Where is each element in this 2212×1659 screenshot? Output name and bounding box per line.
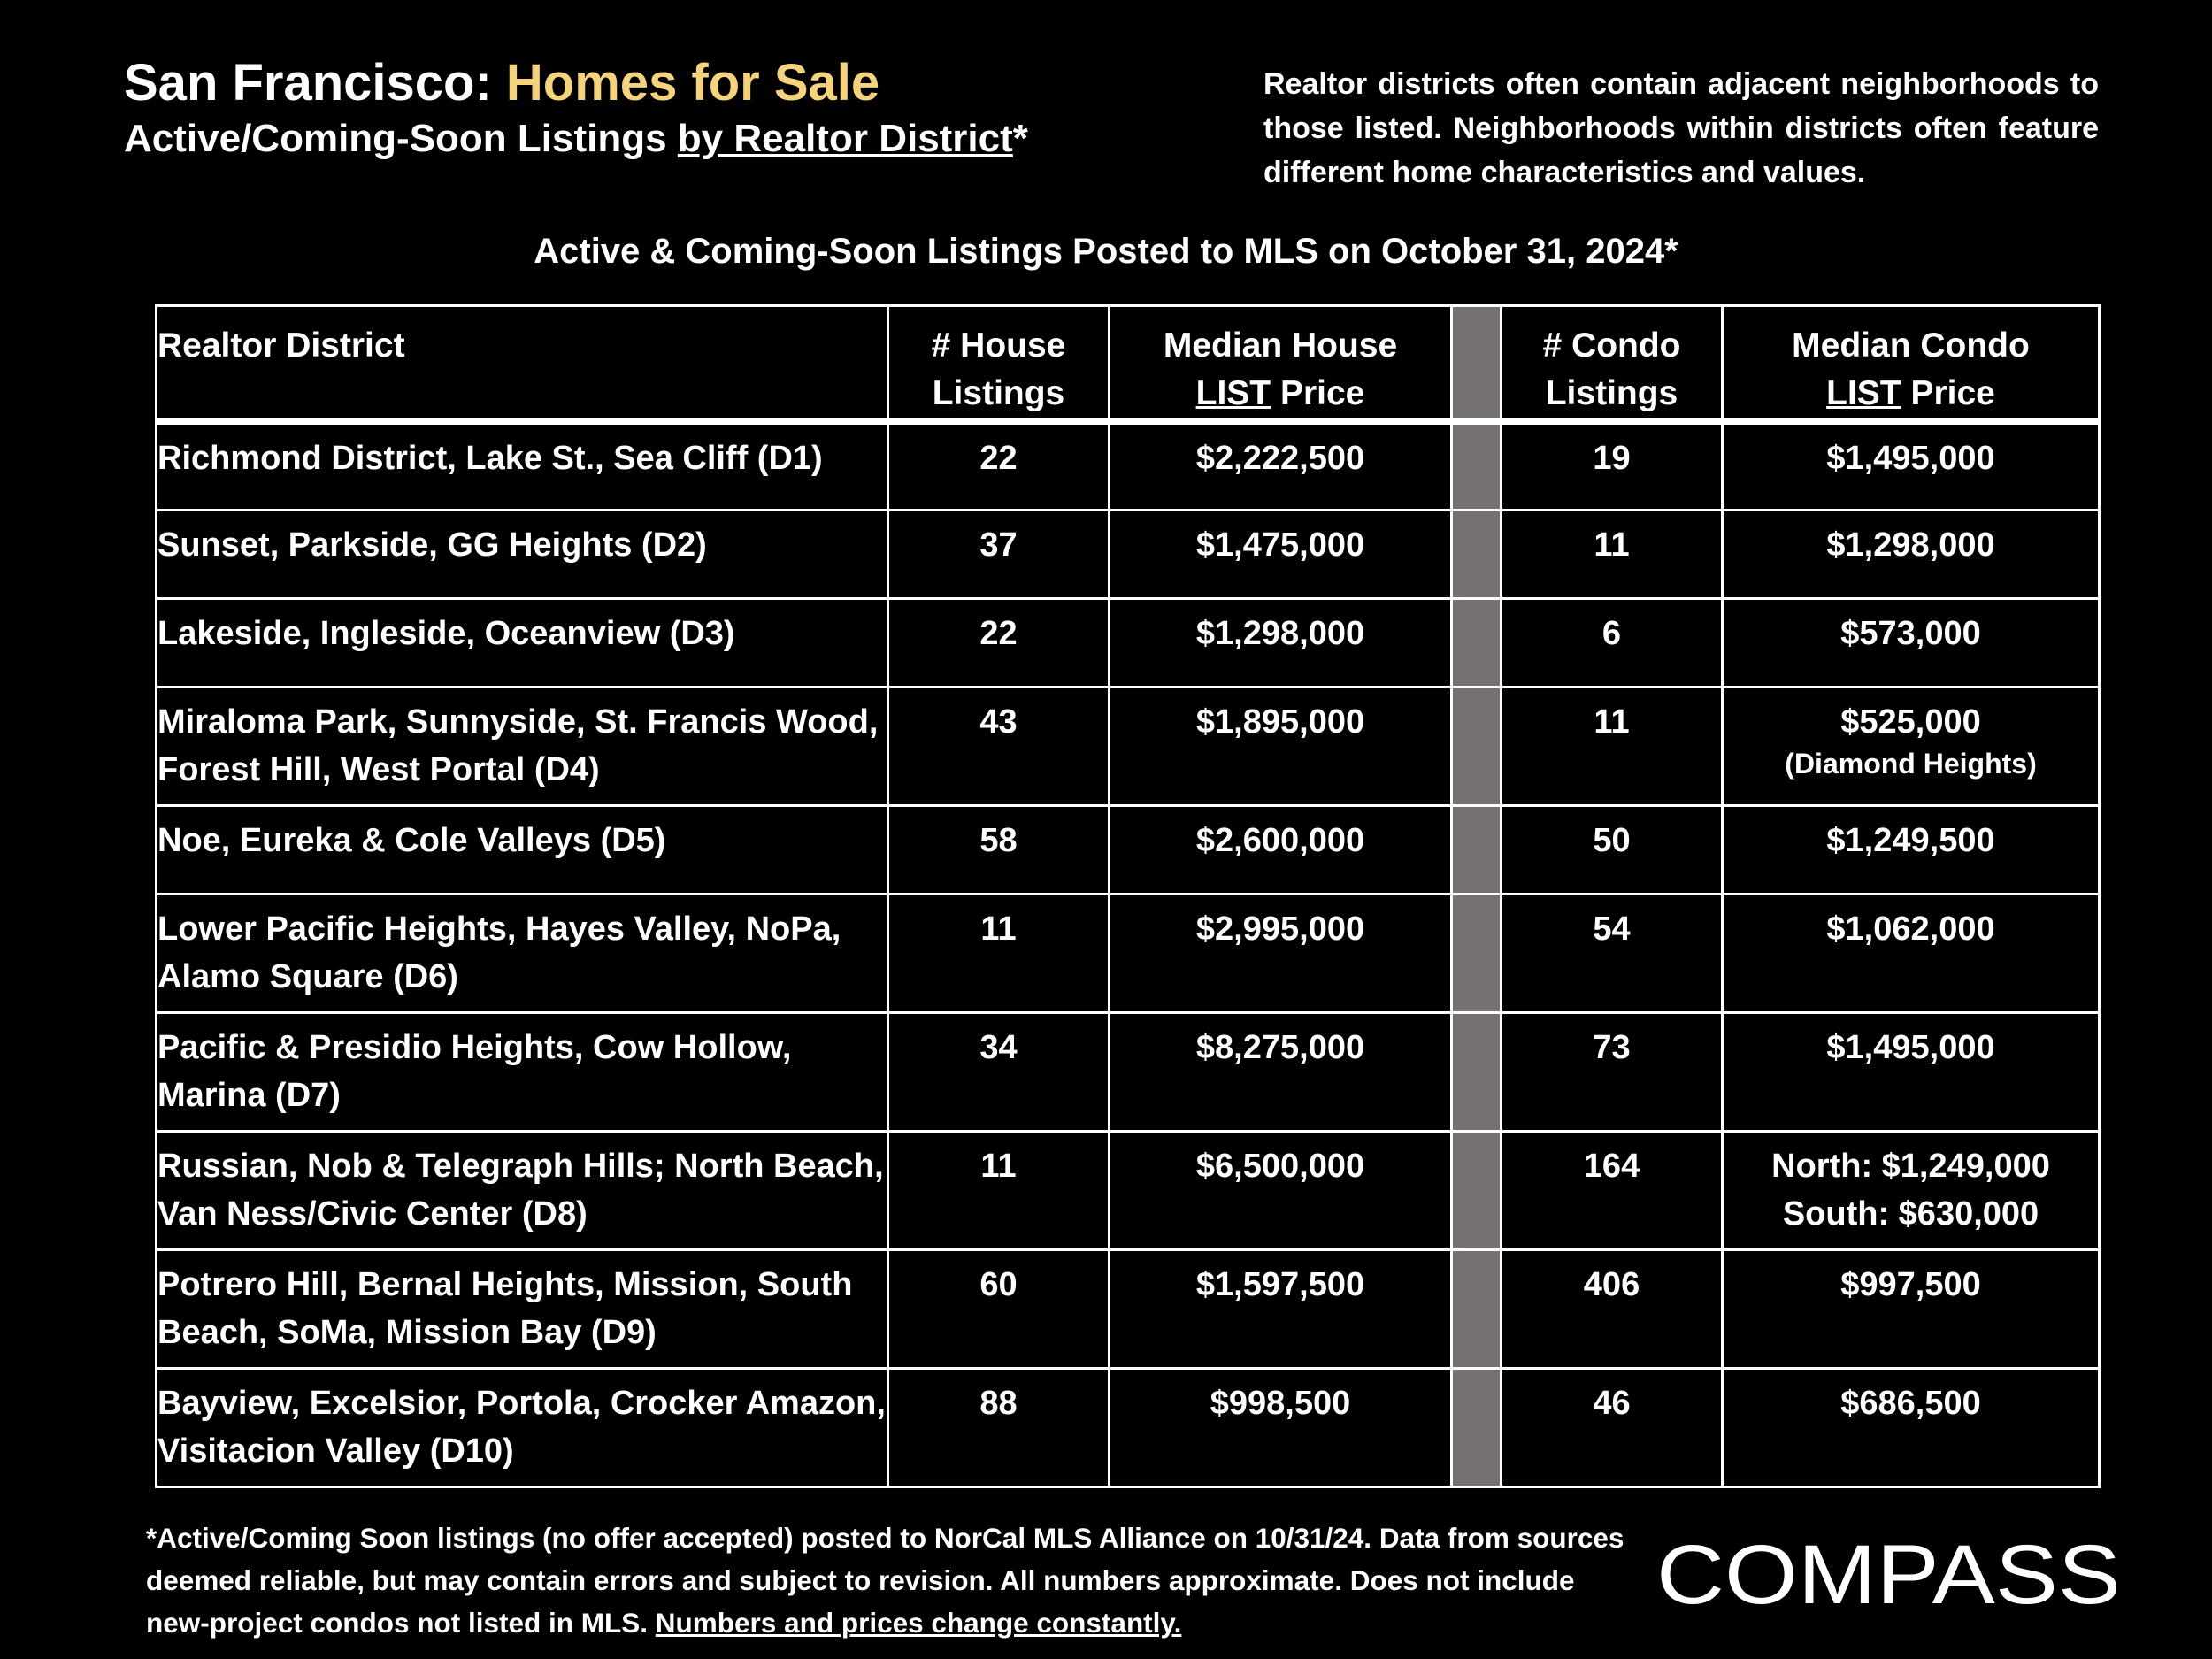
header-condo-listings-line2: Listings — [1545, 374, 1678, 412]
median-condo-value: $1,495,000 — [1826, 1028, 1995, 1066]
district-cell: Pacific & Presidio Heights, Cow Hollow, Marina (D7) — [157, 1012, 888, 1131]
footnote — [146, 1517, 1632, 1644]
condo-listings-cell: 11 — [1502, 687, 1723, 805]
median-condo-value: $1,298,000 — [1826, 526, 1995, 564]
page-title — [124, 55, 1028, 111]
header-gap-column — [1452, 306, 1502, 422]
median-condo-cell — [1723, 687, 2100, 805]
table-row — [157, 894, 2100, 1012]
house-listings-cell: 88 — [888, 1368, 1110, 1486]
median-condo-value: $525,000 — [1840, 703, 1981, 741]
median-condo-value: $573,000 — [1840, 614, 1981, 652]
median-condo-cell — [1723, 1249, 2100, 1368]
footnote-underlined: Numbers and prices change constantly. — [655, 1607, 1182, 1639]
table-row — [157, 1368, 2100, 1486]
table-row — [157, 510, 2100, 598]
table-row — [157, 687, 2100, 805]
gap-cell — [1452, 1012, 1502, 1131]
header-house-listings — [888, 306, 1110, 422]
median-house-cell: $998,500 — [1110, 1368, 1452, 1486]
gap-cell — [1452, 687, 1502, 805]
district-cell: Sunset, Parkside, GG Heights (D2) — [157, 510, 888, 598]
subtitle-prefix: Active/Coming-Soon Listings — [124, 116, 678, 160]
median-condo-cell — [1723, 421, 2100, 510]
median-house-cell: $6,500,000 — [1110, 1131, 1452, 1249]
district-cell: Lakeside, Ingleside, Oceanview (D3) — [157, 598, 888, 687]
header-median-house-price-word: Price — [1271, 374, 1365, 412]
gap-cell — [1452, 598, 1502, 687]
condo-listings-cell: 46 — [1502, 1368, 1723, 1486]
median-condo-value: North: $1,249,000 — [1771, 1147, 2050, 1185]
house-listings-cell: 43 — [888, 687, 1110, 805]
gap-cell — [1452, 1249, 1502, 1368]
header-median-condo-line1: Median Condo — [1792, 326, 2030, 365]
median-condo-cell — [1723, 894, 2100, 1012]
table-row — [157, 598, 2100, 687]
table-row — [157, 1249, 2100, 1368]
title-prefix: San Francisco: — [124, 54, 506, 111]
title-highlight: Homes for Sale — [505, 54, 880, 111]
median-house-cell: $2,995,000 — [1110, 894, 1452, 1012]
district-cell: Bayview, Excelsior, Portola, Crocker Amazon, Visitacion Valley (D10) — [157, 1368, 888, 1486]
footnote-text: *Active/Coming Soon listings (no offer accepted) posted to NorCal MLS Alliance on 10/31/24. Data from sources deemed reliable, but may contain errors and subject to revision. All numbers approximate. Does not include new-project condos not listed in MLS. — [146, 1522, 1624, 1639]
median-house-cell: $2,600,000 — [1110, 805, 1452, 894]
district-note: Realtor districts often contain adjacent neighborhoods to those listed. Neighborhoods within districts often feature different home characteristics and values. — [1263, 67, 2099, 189]
house-listings-cell: 22 — [888, 421, 1110, 510]
median-house-cell: $1,475,000 — [1110, 510, 1452, 598]
district-cell: Richmond District, Lake St., Sea Cliff (D1) — [157, 421, 888, 510]
median-condo-cell — [1723, 805, 2100, 894]
title-block — [124, 55, 1028, 161]
condo-listings-cell: 19 — [1502, 421, 1723, 510]
header-median-house-price — [1110, 306, 1452, 422]
condo-listings-cell: 6 — [1502, 598, 1723, 687]
median-condo-value: $997,500 — [1840, 1265, 1981, 1303]
compass-logo — [1656, 1527, 2125, 1616]
median-condo-cell — [1723, 1368, 2100, 1486]
gap-cell — [1452, 421, 1502, 510]
header-median-condo-price-word: Price — [1901, 374, 1995, 412]
gap-cell — [1452, 894, 1502, 1012]
header-house-listings-line2: Listings — [932, 374, 1065, 412]
subtitle-underlined: by Realtor District — [677, 116, 1013, 160]
table-row — [157, 421, 2100, 510]
table-row — [157, 1012, 2100, 1131]
header-realtor-district: Realtor District — [157, 306, 888, 422]
subtitle-suffix: * — [1012, 116, 1028, 160]
table-row — [157, 1131, 2100, 1249]
header-median-house-line1: Median House — [1163, 326, 1398, 365]
median-house-cell: $1,895,000 — [1110, 687, 1452, 805]
gap-cell — [1452, 1368, 1502, 1486]
header-house-listings-line1: # House — [931, 326, 1066, 365]
median-condo-cell — [1723, 598, 2100, 687]
gap-cell — [1452, 805, 1502, 894]
house-listings-cell: 11 — [888, 894, 1110, 1012]
median-condo-value-line2: South: $630,000 — [1782, 1194, 2039, 1233]
condo-listings-cell: 164 — [1502, 1131, 1723, 1249]
gap-cell — [1452, 510, 1502, 598]
table-header-row — [157, 306, 2100, 422]
median-house-cell: $8,275,000 — [1110, 1012, 1452, 1131]
median-condo-note: (Diamond Heights) — [1785, 747, 2037, 780]
table-caption: Active & Coming-Soon Listings Posted to MLS on October 31, 2024* — [534, 232, 1678, 271]
condo-listings-cell: 54 — [1502, 894, 1723, 1012]
page-subtitle — [124, 117, 1028, 161]
header-condo-listings-line1: # Condo — [1542, 326, 1681, 365]
median-condo-value: $1,249,500 — [1826, 821, 1995, 859]
district-cell: Lower Pacific Heights, Hayes Valley, NoPa, Alamo Square (D6) — [157, 894, 888, 1012]
district-cell: Potrero Hill, Bernal Heights, Mission, South Beach, SoMa, Mission Bay (D9) — [157, 1249, 888, 1368]
district-cell: Russian, Nob & Telegraph Hills; North Beach, Van Ness/Civic Center (D8) — [157, 1131, 888, 1249]
median-condo-cell — [1723, 1131, 2100, 1249]
header-median-house-list: LIST — [1195, 374, 1271, 412]
header-condo-listings — [1502, 306, 1723, 422]
district-cell: Noe, Eureka & Cole Valleys (D5) — [157, 805, 888, 894]
header-median-condo-price — [1723, 306, 2100, 422]
house-listings-cell: 58 — [888, 805, 1110, 894]
condo-listings-cell: 11 — [1502, 510, 1723, 598]
table-row — [157, 805, 2100, 894]
house-listings-cell: 60 — [888, 1249, 1110, 1368]
header-median-condo-list: LIST — [1826, 374, 1901, 412]
district-cell: Miraloma Park, Sunnyside, St. Francis Wood, Forest Hill, West Portal (D4) — [157, 687, 888, 805]
listings-table — [155, 304, 2101, 1488]
gap-cell — [1452, 1131, 1502, 1249]
condo-listings-cell: 73 — [1502, 1012, 1723, 1131]
median-condo-cell — [1723, 510, 2100, 598]
median-condo-value: $1,062,000 — [1826, 910, 1995, 948]
condo-listings-cell: 50 — [1502, 805, 1723, 894]
house-listings-cell: 11 — [888, 1131, 1110, 1249]
house-listings-cell: 37 — [888, 510, 1110, 598]
house-listings-cell: 34 — [888, 1012, 1110, 1131]
condo-listings-cell: 406 — [1502, 1249, 1723, 1368]
compass-logo-wordmark — [1656, 1527, 2125, 1616]
median-condo-cell — [1723, 1012, 2100, 1131]
compass-logo-text: COMPASS — [1656, 1528, 2121, 1616]
house-listings-cell: 22 — [888, 598, 1110, 687]
median-condo-value: $1,495,000 — [1826, 440, 1995, 477]
median-house-cell: $1,298,000 — [1110, 598, 1452, 687]
median-house-cell: $2,222,500 — [1110, 421, 1452, 510]
median-house-cell: $1,597,500 — [1110, 1249, 1452, 1368]
median-condo-value: $686,500 — [1840, 1384, 1981, 1422]
